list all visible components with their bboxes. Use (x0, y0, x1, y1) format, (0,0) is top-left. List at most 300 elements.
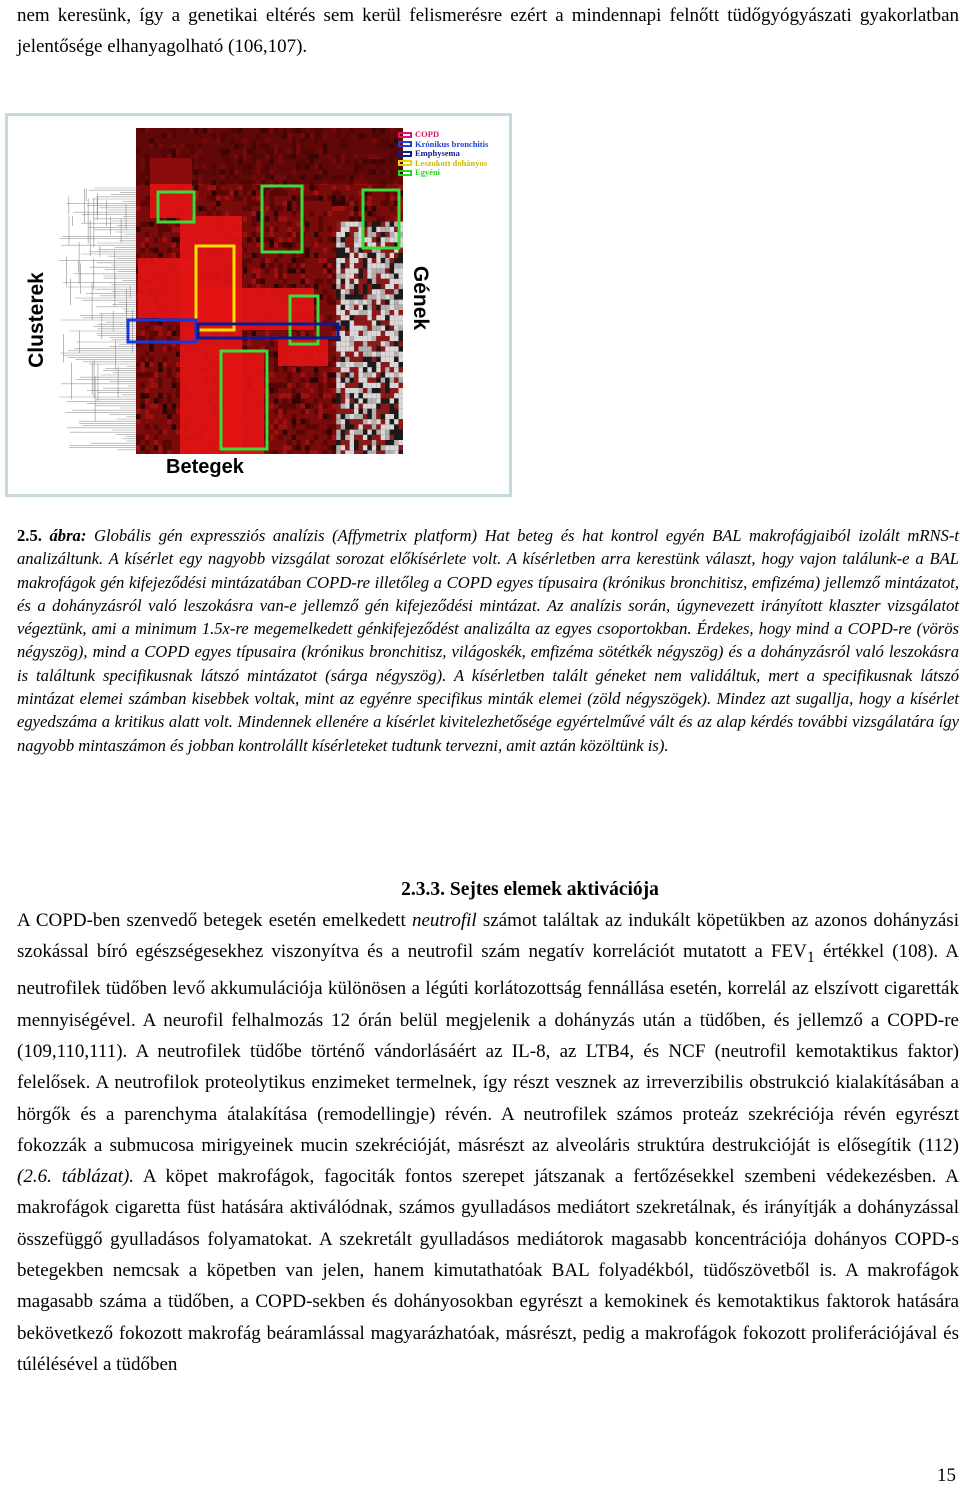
heatmap-cell (256, 216, 260, 221)
heatmap-cell (327, 378, 331, 383)
heatmap-cell (323, 331, 327, 336)
heatmap-cell (399, 414, 403, 419)
heatmap-cell (367, 326, 371, 331)
heatmap-cell (332, 414, 336, 419)
heatmap-cell (212, 211, 216, 216)
heatmap-cell (323, 222, 327, 227)
heatmap-cell (332, 222, 336, 227)
heatmap-cell (367, 331, 371, 336)
heatmap-cell (363, 253, 367, 258)
heatmap-cell (363, 435, 367, 440)
heatmap-cell (256, 227, 260, 232)
heatmap-cell (359, 450, 363, 454)
heatmap-cell (323, 326, 327, 331)
heatmap-cell (305, 185, 309, 190)
heatmap-cell (363, 279, 367, 284)
heatmap-cell (318, 424, 322, 429)
heatmap-cell (287, 216, 291, 221)
heatmap-cell (314, 383, 318, 388)
heatmap-cell (332, 352, 336, 357)
heatmap-cell (145, 450, 149, 454)
heatmap-cell (394, 326, 398, 331)
heatmap-cell (270, 341, 274, 346)
heatmap-cell (283, 419, 287, 424)
heatmap-cell (390, 336, 394, 341)
heatmap-cell (354, 393, 358, 398)
heatmap-cell (149, 326, 153, 331)
heatmap-cell (385, 430, 389, 435)
heatmap-cell (381, 372, 385, 377)
heatmap-cell (229, 206, 233, 211)
heatmap-cell (323, 201, 327, 206)
heatmap-cell (336, 253, 340, 258)
heatmap-cell (376, 211, 380, 216)
heatmap-cell (140, 196, 144, 201)
heatmap-cell (163, 248, 167, 253)
heatmap-cell (140, 435, 144, 440)
heatmap-cell (372, 331, 376, 336)
heatmap-cell (305, 237, 309, 242)
heatmap-cell (292, 398, 296, 403)
heatmap-cell (158, 352, 162, 357)
heatmap-cell (176, 227, 180, 232)
heatmap-cell (394, 305, 398, 310)
heatmap-cell (354, 196, 358, 201)
heatmap-cell (158, 409, 162, 414)
heatmap-cell (314, 248, 318, 253)
axis-label-genes: Gének (409, 265, 432, 331)
heatmap-cell (292, 258, 296, 263)
heatmap-cell (350, 346, 354, 351)
heatmap-cell (154, 331, 158, 336)
heatmap-cell (140, 211, 144, 216)
heatmap-cell (283, 404, 287, 409)
heatmap-cell (305, 258, 309, 263)
heatmap-cell (394, 440, 398, 445)
heatmap-cell (270, 352, 274, 357)
heatmap-cell (145, 424, 149, 429)
heatmap-cell (381, 430, 385, 435)
heatmap-cell (376, 372, 380, 377)
heatmap-cell (385, 222, 389, 227)
heatmap-cell (261, 263, 265, 268)
heatmap-cell (354, 289, 358, 294)
heatmap-cell (296, 378, 300, 383)
heatmap-cell (172, 346, 176, 351)
heatmap-cell (372, 435, 376, 440)
heatmap-cell (176, 253, 180, 258)
heatmap-cell (350, 404, 354, 409)
heatmap-cell (332, 242, 336, 247)
heatmap-cell (287, 398, 291, 403)
heatmap-cell (225, 206, 229, 211)
heatmap-cell (336, 362, 340, 367)
heatmap-cell (363, 419, 367, 424)
heatmap-cell (327, 268, 331, 273)
heatmap-block (138, 258, 193, 318)
heatmap-cell (274, 352, 278, 357)
heatmap-cell (399, 300, 403, 305)
heatmap-cell (390, 346, 394, 351)
heatmap-cell (345, 372, 349, 377)
heatmap-cell (345, 185, 349, 190)
heatmap-cell (172, 372, 176, 377)
heatmap-cell (363, 414, 367, 419)
heatmap-cell (292, 378, 296, 383)
heatmap-cell (252, 201, 256, 206)
heatmap-cell (345, 393, 349, 398)
heatmap-cell (323, 300, 327, 305)
heatmap-cell (341, 305, 345, 310)
heatmap-cell (341, 222, 345, 227)
heatmap-cell (323, 289, 327, 294)
heatmap-cell (252, 242, 256, 247)
heatmap-cell (385, 450, 389, 454)
heatmap-cell (327, 294, 331, 299)
heatmap-cell (376, 284, 380, 289)
heatmap-cell (350, 419, 354, 424)
heatmap-cell (376, 253, 380, 258)
heatmap-cell (154, 445, 158, 450)
heatmap-cell (149, 232, 153, 237)
heatmap-cell (158, 393, 162, 398)
heatmap-cell (167, 445, 171, 450)
heatmap-cell (278, 274, 282, 279)
heatmap-cell (350, 435, 354, 440)
heatmap-cell (399, 435, 403, 440)
heatmap-cell (158, 383, 162, 388)
heatmap-cell (372, 315, 376, 320)
heatmap-cell (327, 430, 331, 435)
heatmap-cell (336, 289, 340, 294)
heatmap-cell (332, 274, 336, 279)
heatmap-cell (399, 419, 403, 424)
heatmap-cell (327, 388, 331, 393)
heatmap-cell (225, 211, 229, 216)
heatmap-cell (274, 331, 278, 336)
heatmap-cell (163, 326, 167, 331)
heatmap-cell (176, 388, 180, 393)
heatmap-cell (243, 253, 247, 258)
heatmap-cell (163, 242, 167, 247)
heatmap-cell (270, 216, 274, 221)
heatmap-cell (287, 263, 291, 268)
heatmap-cell (136, 211, 140, 216)
heatmap-cell (216, 190, 220, 195)
heatmap-cell (332, 196, 336, 201)
heatmap-cell (243, 263, 247, 268)
heatmap-cell (367, 274, 371, 279)
heatmap-cell (363, 310, 367, 315)
heatmap-cell (345, 362, 349, 367)
heatmap-cell (367, 346, 371, 351)
heatmap-cell (327, 305, 331, 310)
heatmap-cell (278, 404, 282, 409)
heatmap-cell (336, 284, 340, 289)
heatmap-cell (381, 268, 385, 273)
heatmap-cell (145, 419, 149, 424)
heatmap-cell (305, 393, 309, 398)
heatmap-cell (350, 388, 354, 393)
heatmap-cell (376, 258, 380, 263)
heatmap-cell (385, 274, 389, 279)
heatmap-cell (158, 419, 162, 424)
heatmap-cell (376, 414, 380, 419)
heatmap-cell (301, 383, 305, 388)
heatmap-cell (323, 305, 327, 310)
heatmap-cell (167, 367, 171, 372)
heatmap-cell (243, 211, 247, 216)
heatmap-cell (292, 237, 296, 242)
heatmap-cell (278, 383, 282, 388)
heatmap-cell (221, 206, 225, 211)
heatmap-cell (136, 362, 140, 367)
heatmap-cell (332, 378, 336, 383)
heatmap-cell (207, 196, 211, 201)
heatmap-cell (385, 268, 389, 273)
heatmap-cell (287, 435, 291, 440)
heatmap-cell (381, 409, 385, 414)
heatmap-cell (296, 419, 300, 424)
heatmap-cell (145, 237, 149, 242)
heatmap-cell (345, 320, 349, 325)
heatmap-cell (274, 378, 278, 383)
heatmap-cell (367, 206, 371, 211)
heatmap-cell (376, 383, 380, 388)
heatmap-cell (234, 185, 238, 190)
heatmap-cell (350, 331, 354, 336)
heatmap-cell (318, 211, 322, 216)
heatmap-cell (350, 383, 354, 388)
heatmap-cell (323, 388, 327, 393)
heatmap-cell (323, 430, 327, 435)
heatmap-cell (265, 274, 269, 279)
heatmap-cell (394, 289, 398, 294)
heatmap-cell (336, 357, 340, 362)
heatmap-cell (145, 440, 149, 445)
heatmap-cell (318, 274, 322, 279)
heatmap-cell (314, 435, 318, 440)
heatmap-cell (332, 430, 336, 435)
heatmap-cell (354, 419, 358, 424)
heatmap-cell (149, 331, 153, 336)
heatmap-cell (274, 357, 278, 362)
heatmap-cell (336, 346, 340, 351)
heatmap-cell (310, 258, 314, 263)
heatmap-cell (376, 393, 380, 398)
heatmap-cell (149, 424, 153, 429)
heatmap-cell (305, 414, 309, 419)
heatmap-cell (394, 378, 398, 383)
heatmap-cell (359, 315, 363, 320)
heatmap-cell (278, 393, 282, 398)
heatmap-cell (261, 258, 265, 263)
heatmap-cell (350, 336, 354, 341)
heatmap-cell (332, 388, 336, 393)
heatmap-cell (136, 445, 140, 450)
heatmap-cell (399, 372, 403, 377)
heatmap-cell (270, 227, 274, 232)
heatmap-cell (318, 263, 322, 268)
heatmap-cell (332, 190, 336, 195)
heatmap-cell (145, 248, 149, 253)
heatmap-cell (323, 450, 327, 454)
heatmap-cell (376, 310, 380, 315)
heatmap-cell (216, 196, 220, 201)
heatmap-cell (332, 310, 336, 315)
heatmap-cell (385, 305, 389, 310)
heatmap-cell (376, 268, 380, 273)
heatmap-cell (145, 227, 149, 232)
heatmap-cell (327, 440, 331, 445)
heatmap-cell (367, 305, 371, 310)
heatmap-cell (363, 274, 367, 279)
heatmap-cell (247, 263, 251, 268)
heatmap-cell (350, 378, 354, 383)
heatmap-cell (399, 284, 403, 289)
heatmap-cell (154, 440, 158, 445)
heatmap-cell (301, 409, 305, 414)
heatmap-cell (390, 435, 394, 440)
heatmap-cell (385, 320, 389, 325)
heatmap-cell (385, 206, 389, 211)
heatmap-cell (332, 398, 336, 403)
heatmap-cell (318, 367, 322, 372)
heatmap-cell (283, 206, 287, 211)
heatmap-cell (318, 419, 322, 424)
heatmap-cell (154, 393, 158, 398)
heatmap-cell (341, 258, 345, 263)
heatmap-cell (376, 367, 380, 372)
heatmap-cell (336, 310, 340, 315)
heatmap-cell (318, 253, 322, 258)
heatmap-cell (327, 424, 331, 429)
heatmap-cell (385, 326, 389, 331)
heatmap-cell (172, 409, 176, 414)
heatmap-cell (367, 352, 371, 357)
heatmap-cell (376, 274, 380, 279)
heatmap-cell (140, 450, 144, 454)
heatmap-cell (145, 196, 149, 201)
heatmap-cell (140, 388, 144, 393)
heatmap-cell (221, 185, 225, 190)
heatmap-cell (296, 409, 300, 414)
heatmap-cell (399, 274, 403, 279)
heatmap-cell (265, 222, 269, 227)
heatmap-cell (341, 440, 345, 445)
heatmap-cell (274, 346, 278, 351)
heatmap-cell (336, 393, 340, 398)
heatmap-cell (278, 242, 282, 247)
heatmap-cell (283, 196, 287, 201)
heatmap-cell (296, 393, 300, 398)
heatmap-cell (274, 232, 278, 237)
heatmap-cell (172, 362, 176, 367)
heatmap-cell (310, 414, 314, 419)
heatmap-cell (399, 393, 403, 398)
heatmap-cell (363, 352, 367, 357)
heatmap-cell (350, 362, 354, 367)
heatmap-cell (367, 341, 371, 346)
heatmap-cell (332, 305, 336, 310)
heatmap-cell (367, 372, 371, 377)
heatmap-cell (394, 315, 398, 320)
heatmap-cell (296, 258, 300, 263)
heatmap-cell (270, 206, 274, 211)
heatmap-cell (354, 346, 358, 351)
heatmap-cell (376, 409, 380, 414)
heatmap-cell (327, 341, 331, 346)
heatmap-cell (367, 216, 371, 221)
heatmap-cell (363, 357, 367, 362)
heatmap-cell (323, 237, 327, 242)
heatmap-cell (145, 232, 149, 237)
heatmap-cell (292, 419, 296, 424)
heatmap-cell (176, 414, 180, 419)
heatmap-cell (270, 450, 274, 454)
heatmap-cell (154, 253, 158, 258)
heatmap-cell (390, 352, 394, 357)
heatmap-cell (359, 445, 363, 450)
heatmap-cell (363, 430, 367, 435)
heatmap-cell (247, 253, 251, 258)
heatmap-cell (381, 227, 385, 232)
heatmap-cell (287, 378, 291, 383)
heatmap-cell (283, 430, 287, 435)
heatmap-cell (345, 352, 349, 357)
heatmap-cell (390, 430, 394, 435)
heatmap-cell (283, 274, 287, 279)
heatmap-cell (381, 263, 385, 268)
heatmap-cell (345, 341, 349, 346)
heatmap-cell (318, 430, 322, 435)
heatmap-cell (145, 367, 149, 372)
heatmap-cell (390, 263, 394, 268)
heatmap-cell (176, 398, 180, 403)
heatmap-cell (336, 206, 340, 211)
heatmap-cell (149, 222, 153, 227)
heatmap-cell (359, 357, 363, 362)
heatmap-cell (296, 268, 300, 273)
heatmap-cell (390, 201, 394, 206)
heatmap-cell (305, 242, 309, 247)
heatmap-cell (385, 294, 389, 299)
heatmap-cell (354, 263, 358, 268)
heatmap-cell (367, 445, 371, 450)
heatmap-cell (363, 424, 367, 429)
heatmap-cell (305, 196, 309, 201)
heatmap-cell (381, 274, 385, 279)
heatmap-cell (354, 435, 358, 440)
heatmap-cell (318, 232, 322, 237)
heatmap-cell (372, 409, 376, 414)
heatmap-cell (327, 357, 331, 362)
heatmap-cell (394, 383, 398, 388)
heatmap-cell (354, 201, 358, 206)
heatmap-cell (292, 279, 296, 284)
heatmap-cell (136, 248, 140, 253)
heatmap-cell (136, 450, 140, 454)
heatmap-cell (158, 435, 162, 440)
heatmap-cell (372, 279, 376, 284)
heatmap-cell (385, 357, 389, 362)
heatmap-cell (265, 227, 269, 232)
heatmap-cell (274, 372, 278, 377)
heatmap-cell (345, 206, 349, 211)
heatmap-cell (345, 378, 349, 383)
body-text: A köpet makrofágok, fagociták fontos szerepet játszanak a fertőzésekkel szembeni védekezésben. A makrofágok cigaretta füst hatására aktiválódnak, számos gyulladásos mediátort szekretálnak, és irányítják a dohányzással összefüggő gyulladásos folyamatokat. A szekretált gyulladásos mediátorok magasabb koncentrációja dohányos COPD-s betegekben nemcsak a köpetben van jelen, hanem kimutathatóak BAL folyadékból, tüdőszövetből is. A makrofágok magasabb száma a tüdőben, a COPD-sekben és dohányosokban egyrészt a kemokinek és kemotaktikus faktorok hatására bekövetkező fokozott makrofág beáramlással magyarázhatóak, másrészt, pedig a makrofágok fokozott proliferációjával és túlélésével a tüdőben (17, 1166, 959, 1375)
heatmap-cell (372, 419, 376, 424)
